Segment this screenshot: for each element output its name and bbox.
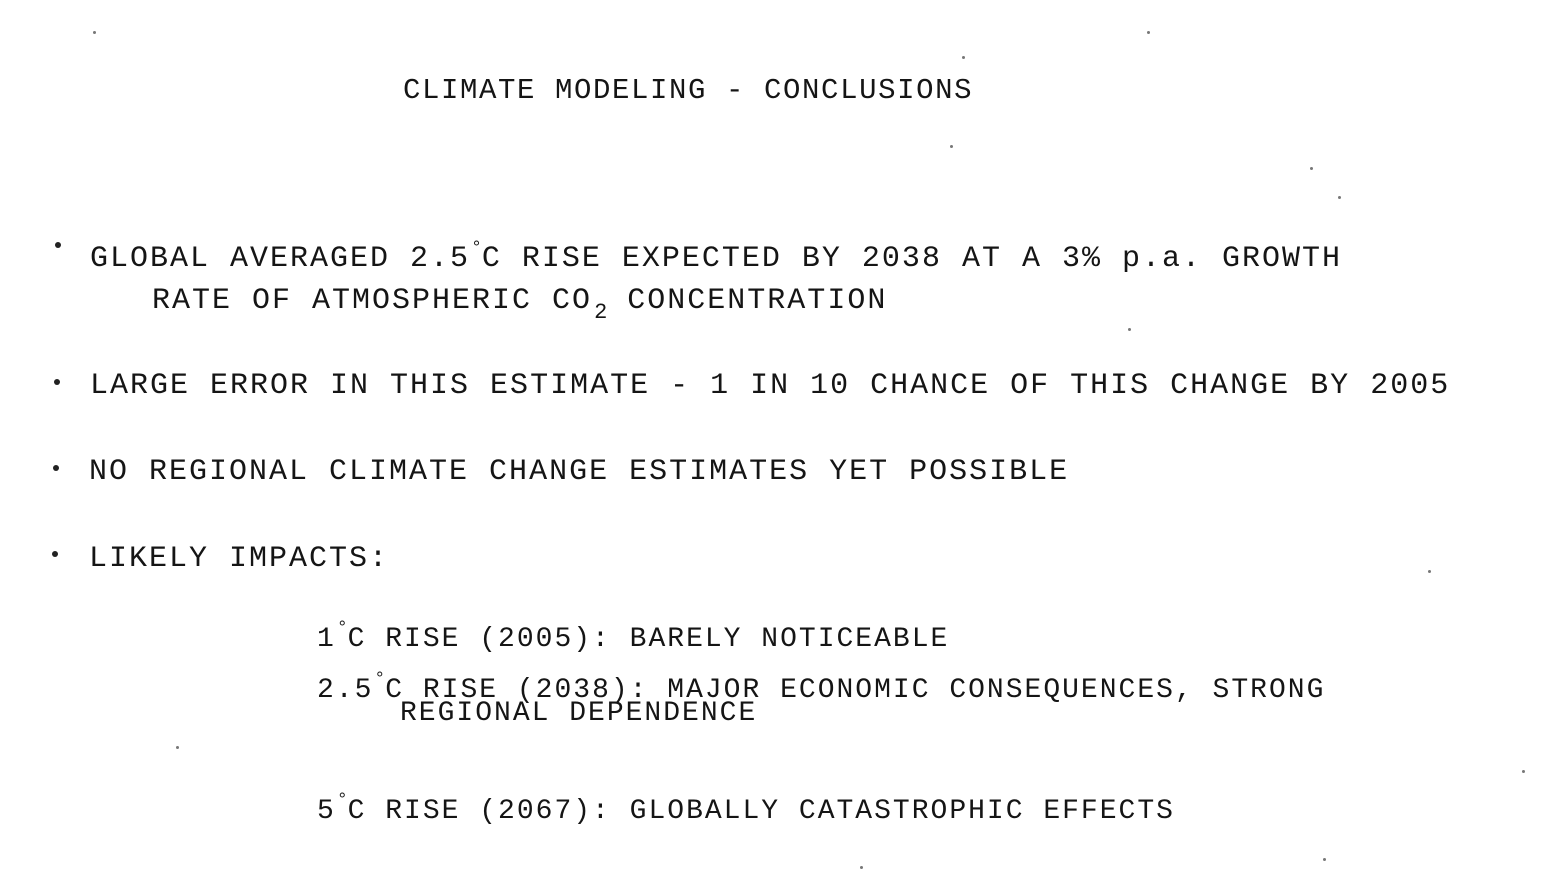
bullet-marker <box>52 551 58 557</box>
bullet-marker <box>53 465 59 471</box>
bullet-3-text: NO REGIONAL CLIMATE CHANGE ESTIMATES YET POSSIBLE <box>89 455 1070 489</box>
scan-speck <box>860 866 863 869</box>
scan-speck <box>1428 570 1431 573</box>
degree-symbol: ° <box>336 619 348 639</box>
co2-subscript: 2 <box>594 300 608 325</box>
impact-2-text: C RISE (2038): MAJOR ECONOMIC CONSEQUENCES, STRONG <box>385 675 1326 706</box>
scan-speck <box>1128 328 1131 331</box>
bullet-2-text: LARGE ERROR IN THIS ESTIMATE - 1 IN 10 CHANCE OF THIS CHANGE BY 2005 <box>90 369 1451 403</box>
impact-1-text: C RISE (2005): BARELY NOTICEABLE <box>347 624 950 655</box>
bullet-1-line-1 <box>90 232 1342 276</box>
scan-speck <box>1310 167 1313 170</box>
scan-speck <box>176 746 179 749</box>
bullet-1-text-a: GLOBAL AVERAGED 2.5 <box>90 242 471 276</box>
scan-speck <box>950 145 953 148</box>
impact-3 <box>317 784 1175 829</box>
scan-speck <box>1522 770 1525 773</box>
bullet-marker <box>55 242 61 248</box>
bullet-1-text-d: CONCENTRATION <box>607 284 888 318</box>
page-title: CLIMATE MODELING - CONCLUSIONS <box>403 74 974 107</box>
impact-3-text: C RISE (2067): GLOBALLY CATASTROPHIC EFFECTS <box>347 796 1175 827</box>
degree-symbol: ° <box>336 791 348 811</box>
bullet-marker <box>54 379 60 385</box>
bullet-1-line-2 <box>152 284 887 330</box>
impact-2-continuation: REGIONAL DEPENDENCE <box>400 698 758 729</box>
impact-2-temp: 2.5 <box>317 675 374 706</box>
scan-speck <box>1323 858 1326 861</box>
bullet-1-text-c: RATE OF ATMOSPHERIC CO <box>152 284 593 318</box>
degree-symbol: ° <box>374 670 386 690</box>
bullet-1-text-b: C RISE EXPECTED BY 2038 AT A 3% p.a. GROWTH <box>481 242 1343 276</box>
scan-speck <box>1147 31 1150 34</box>
impact-3-temp: 5 <box>317 796 336 827</box>
bullet-4-text: LIKELY IMPACTS: <box>89 542 390 576</box>
impact-1-temp: 1 <box>317 624 336 655</box>
scan-speck <box>1338 196 1341 199</box>
scan-speck <box>93 31 96 34</box>
scan-speck <box>962 56 965 59</box>
degree-symbol: ° <box>471 239 482 259</box>
impact-1 <box>317 612 949 657</box>
